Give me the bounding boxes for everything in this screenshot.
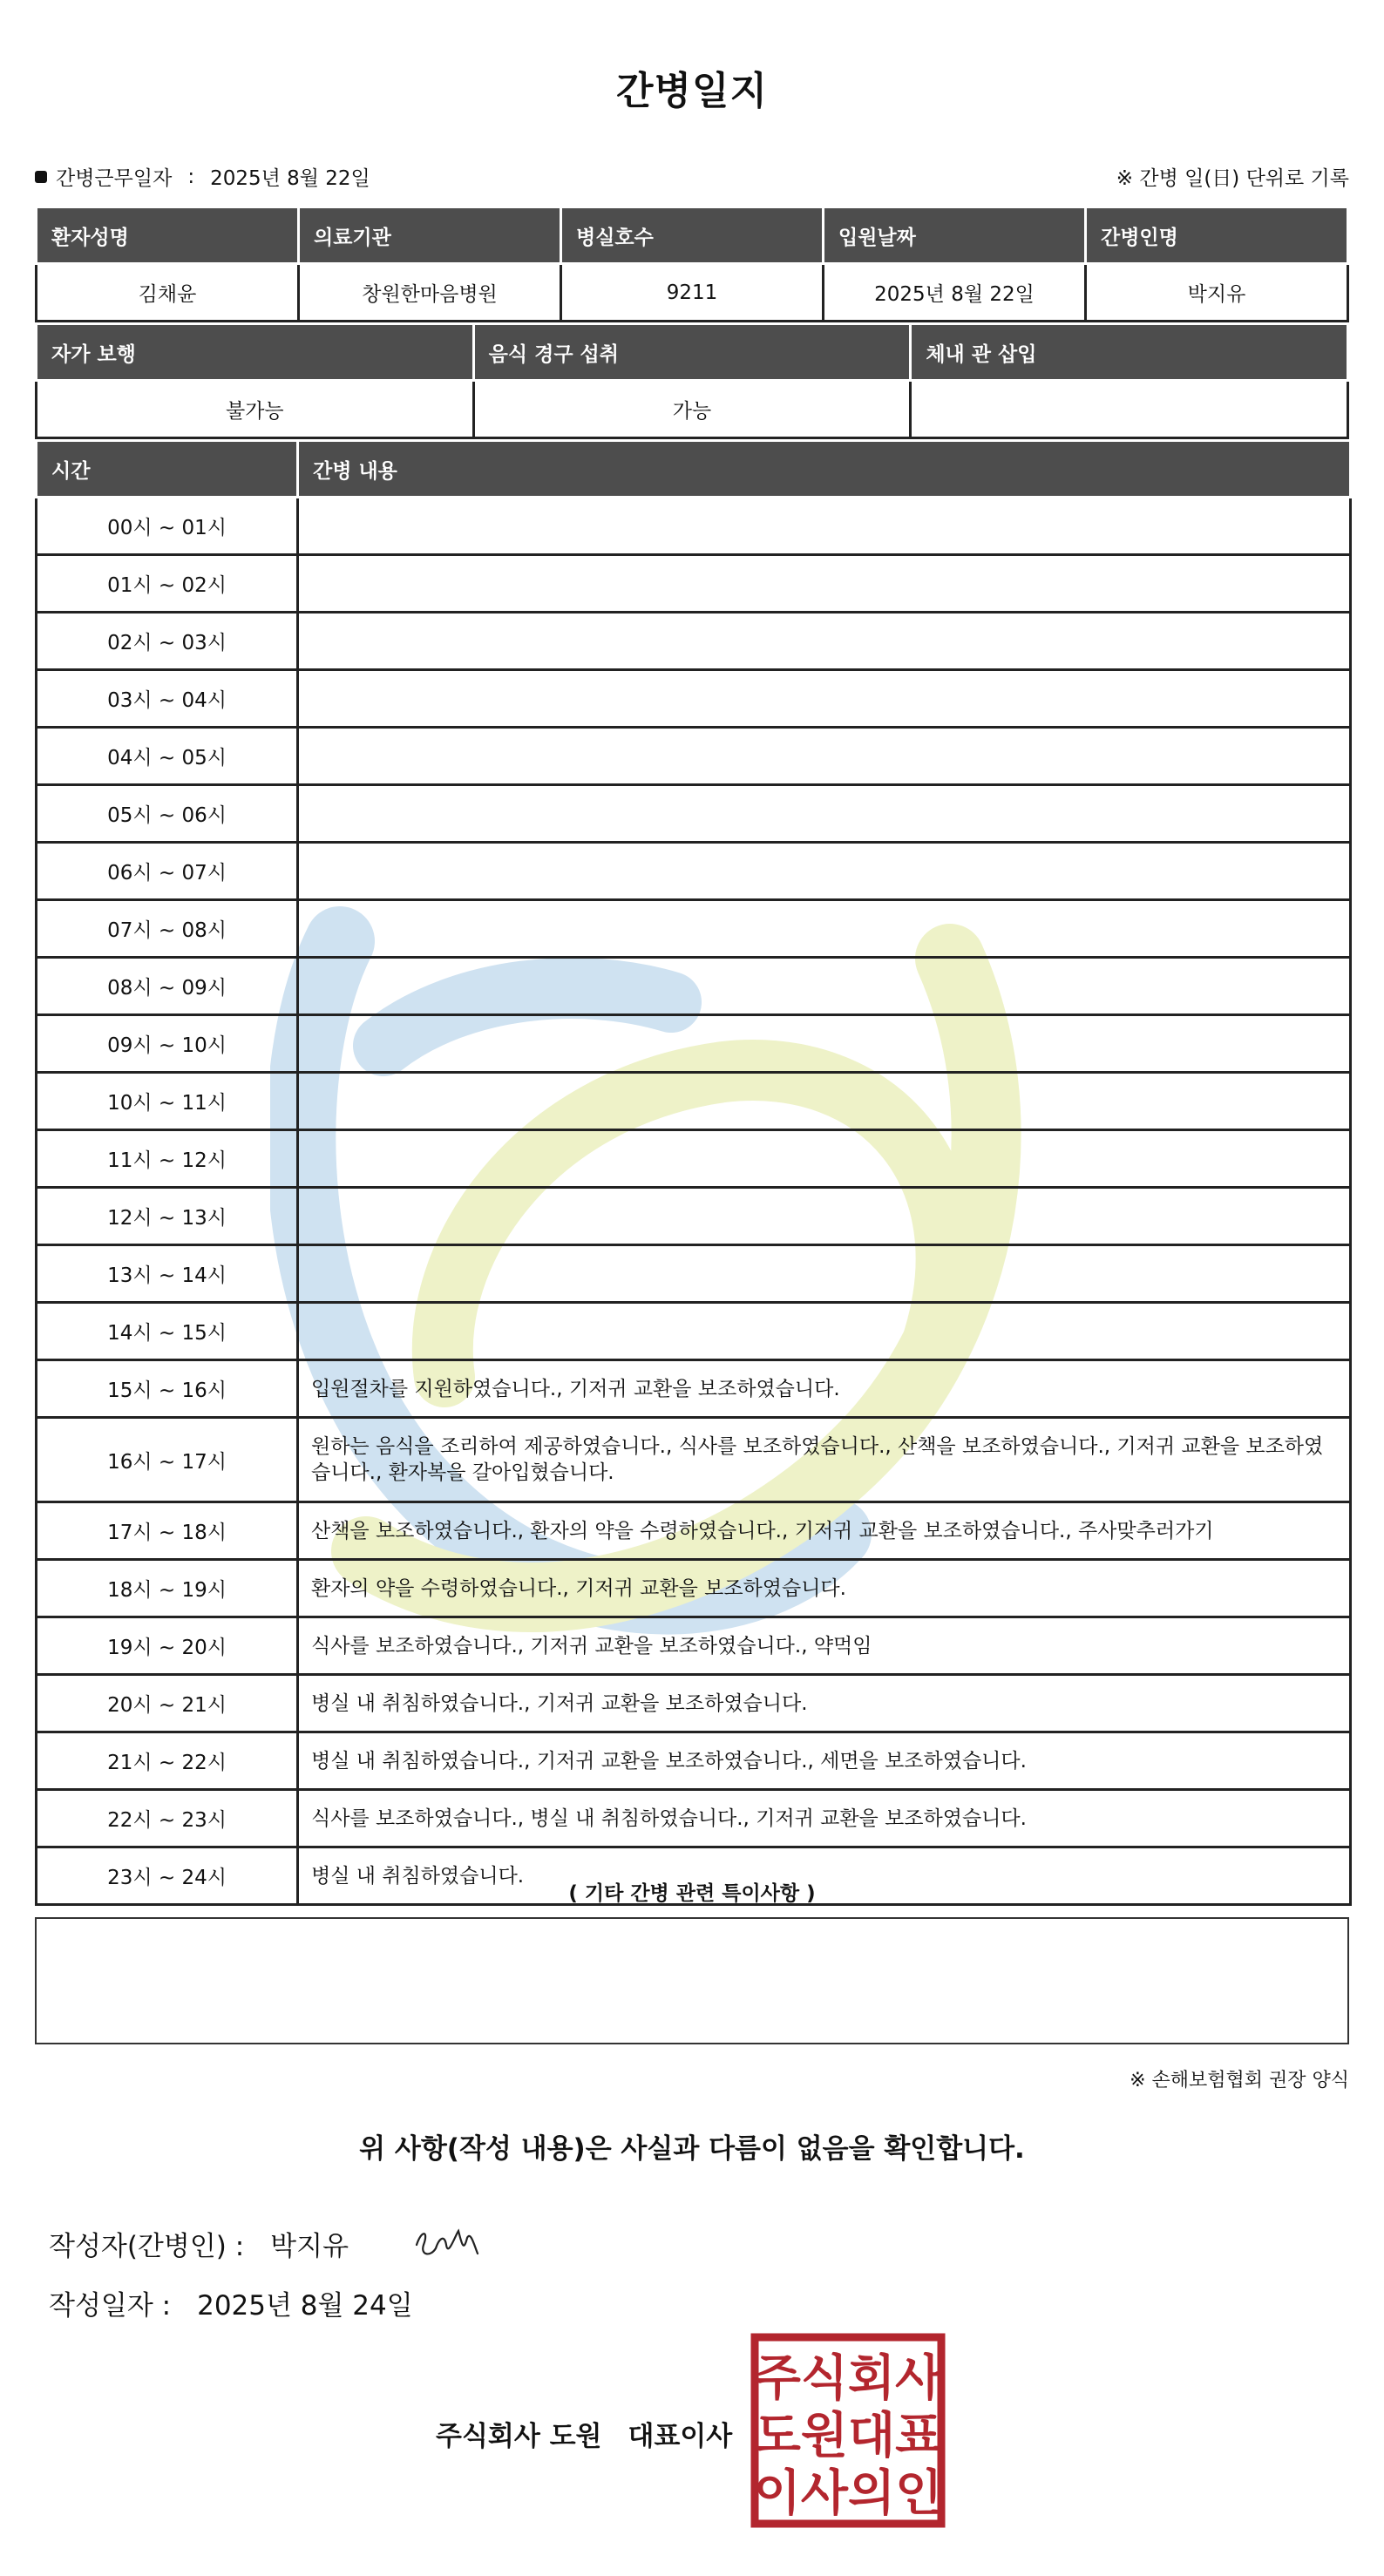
writer-label: 작성자(간병인) : (49, 2230, 245, 2262)
log-time: 15시 ~ 16시 (37, 1360, 298, 1418)
bullet-square-icon (35, 171, 47, 183)
log-note (298, 843, 1351, 900)
log-time: 06시 ~ 07시 (37, 843, 298, 900)
header-caregiver-name: 간병인명 (1086, 207, 1348, 264)
log-time: 02시 ~ 03시 (37, 613, 298, 670)
log-row (37, 1360, 1351, 1418)
log-time: 12시 ~ 13시 (37, 1188, 298, 1245)
header-time: 시간 (37, 441, 298, 498)
seal-line-3: 이사의인 (753, 2465, 943, 2522)
log-row (37, 555, 1351, 613)
log-note (298, 1073, 1351, 1130)
log-time: 00시 ~ 01시 (37, 498, 298, 555)
log-time: 19시 ~ 20시 (37, 1617, 298, 1675)
log-time: 14시 ~ 15시 (37, 1303, 298, 1360)
log-row (37, 498, 1351, 555)
log-note (298, 1303, 1351, 1360)
log-row (37, 613, 1351, 670)
patient-info-table (35, 206, 1349, 322)
log-row (37, 1130, 1351, 1188)
log-row (37, 1073, 1351, 1130)
log-time: 03시 ~ 04시 (37, 670, 298, 728)
log-time: 01시 ~ 02시 (37, 555, 298, 613)
work-date-label: 간병근무일자 (56, 167, 173, 190)
header-care-content: 간병 내용 (298, 441, 1351, 498)
log-note: 산책을 보조하였습니다., 환자의 약을 수령하였습니다., 기저귀 교환을 보조하였습니다., 주사맞추러가기 (298, 1502, 1351, 1560)
log-note: 환자의 약을 수령하였습니다., 기저귀 교환을 보조하였습니다. (298, 1560, 1351, 1617)
other-notes-box (35, 1917, 1349, 2044)
header-hospital: 의료기관 (299, 207, 561, 264)
log-row (37, 670, 1351, 728)
caregiver-name: 박지유 (1086, 264, 1348, 322)
log-row (37, 843, 1351, 900)
room-number: 9211 (561, 264, 824, 322)
log-time: 17시 ~ 18시 (37, 1502, 298, 1560)
header-room-number: 병실호수 (561, 207, 824, 264)
care-log-table (35, 439, 1352, 1906)
log-time: 18시 ~ 19시 (37, 1560, 298, 1617)
writer-line (49, 2219, 488, 2268)
unit-note: ※ 간병 일(日) 단위로 기록 (1116, 167, 1349, 190)
log-note: 식사를 보조하였습니다., 병실 내 취침하였습니다., 기저귀 교환을 보조하였습니다. (298, 1790, 1351, 1847)
header-oral-intake: 음식 경구 섭취 (473, 324, 911, 381)
log-row (37, 1303, 1351, 1360)
company-seal-stamp (750, 2332, 946, 2529)
log-note (298, 613, 1351, 670)
log-time: 11시 ~ 12시 (37, 1130, 298, 1188)
log-note: 병실 내 취침하였습니다., 기저귀 교환을 보조하였습니다., 세면을 보조하였습니다. (298, 1732, 1351, 1790)
patient-header-row (37, 207, 1348, 264)
page-title: 간병일지 (615, 69, 768, 113)
seal-line-2: 도원대표 (753, 2408, 943, 2464)
log-time: 04시 ~ 05시 (37, 728, 298, 785)
log-row (37, 1847, 1351, 1905)
written-date-label: 작성일자 : (49, 2290, 172, 2322)
seal-line-1: 주식회사 (753, 2350, 943, 2407)
log-time: 07시 ~ 08시 (37, 900, 298, 958)
status-header-row (37, 324, 1348, 381)
log-note (298, 555, 1351, 613)
log-note (298, 728, 1351, 785)
company-line (436, 2414, 732, 2453)
log-row (37, 1502, 1351, 1560)
log-row (37, 958, 1351, 1015)
self-walking-value: 불가능 (37, 381, 474, 438)
log-note (298, 900, 1351, 958)
signature-image (410, 2219, 488, 2268)
log-time: 08시 ~ 09시 (37, 958, 298, 1015)
company-name: 주식회사 도원 (436, 2421, 602, 2452)
oral-intake-value: 가능 (473, 381, 911, 438)
log-row (37, 1790, 1351, 1847)
log-note: 입원절차를 지원하였습니다., 기저귀 교환을 보조하였습니다. (298, 1360, 1351, 1418)
header-tube-insertion: 체내 관 삽입 (911, 324, 1348, 381)
log-note (298, 1245, 1351, 1303)
log-row (37, 785, 1351, 843)
written-date-line (49, 2283, 413, 2322)
log-time: 10시 ~ 11시 (37, 1073, 298, 1130)
admission-date: 2025년 8월 22일 (824, 264, 1086, 322)
header-patient-name: 환자성명 (37, 207, 299, 264)
written-date-value: 2025년 8월 24일 (197, 2290, 413, 2322)
work-date (35, 162, 370, 191)
log-rows (37, 498, 1351, 1905)
work-date-value: 2025년 8월 22일 (210, 167, 370, 190)
log-row (37, 1675, 1351, 1732)
log-row (37, 1560, 1351, 1617)
log-time: 22시 ~ 23시 (37, 1790, 298, 1847)
log-row (37, 1732, 1351, 1790)
patient-status-table (35, 322, 1349, 439)
log-note (298, 785, 1351, 843)
log-note (298, 1188, 1351, 1245)
other-notes-label: ( 기타 간병 관련 특이사항 ) (568, 1882, 816, 1905)
tube-insertion-value (911, 381, 1348, 438)
log-row (37, 1245, 1351, 1303)
log-row (37, 1015, 1351, 1073)
company-role: 대표이사 (628, 2421, 733, 2452)
log-row (37, 1617, 1351, 1675)
work-date-separator: : (187, 165, 195, 188)
log-note: 병실 내 취침하였습니다., 기저귀 교환을 보조하였습니다. (298, 1675, 1351, 1732)
log-time: 05시 ~ 06시 (37, 785, 298, 843)
header-admission-date: 입원날짜 (824, 207, 1086, 264)
log-note (298, 1130, 1351, 1188)
patient-name: 김채윤 (37, 264, 299, 322)
status-value-row (37, 381, 1348, 438)
log-note (298, 958, 1351, 1015)
log-row (37, 1188, 1351, 1245)
header-self-walking: 자가 보행 (37, 324, 474, 381)
log-note: 원하는 음식을 조리하여 제공하였습니다., 식사를 보조하였습니다., 산책을 보조하였습니다., 기저귀 교환을 보조하였습니다., 환자복을 갈아입혔습니다. (298, 1418, 1351, 1502)
log-note: 병실 내 취침하였습니다. (298, 1847, 1351, 1905)
log-header-row (37, 441, 1351, 498)
hospital-name: 창원한마음병원 (299, 264, 561, 322)
confirmation-statement: 위 사항(작성 내용)은 사실과 다름이 없음을 확인합니다. (359, 2133, 1025, 2165)
writer-name: 박지유 (270, 2230, 349, 2262)
log-time: 16시 ~ 17시 (37, 1418, 298, 1502)
log-note (298, 1015, 1351, 1073)
log-note (298, 498, 1351, 555)
patient-value-row (37, 264, 1348, 322)
log-time: 23시 ~ 24시 (37, 1847, 298, 1905)
log-time: 09시 ~ 10시 (37, 1015, 298, 1073)
log-row (37, 728, 1351, 785)
log-row (37, 900, 1351, 958)
log-row (37, 1418, 1351, 1502)
log-time: 21시 ~ 22시 (37, 1732, 298, 1790)
log-note (298, 670, 1351, 728)
log-time: 20시 ~ 21시 (37, 1675, 298, 1732)
log-note: 식사를 보조하였습니다., 기저귀 교환을 보조하였습니다., 약먹임 (298, 1617, 1351, 1675)
log-time: 13시 ~ 14시 (37, 1245, 298, 1303)
association-note: ※ 손해보험협회 권장 양식 (1130, 2070, 1349, 2091)
